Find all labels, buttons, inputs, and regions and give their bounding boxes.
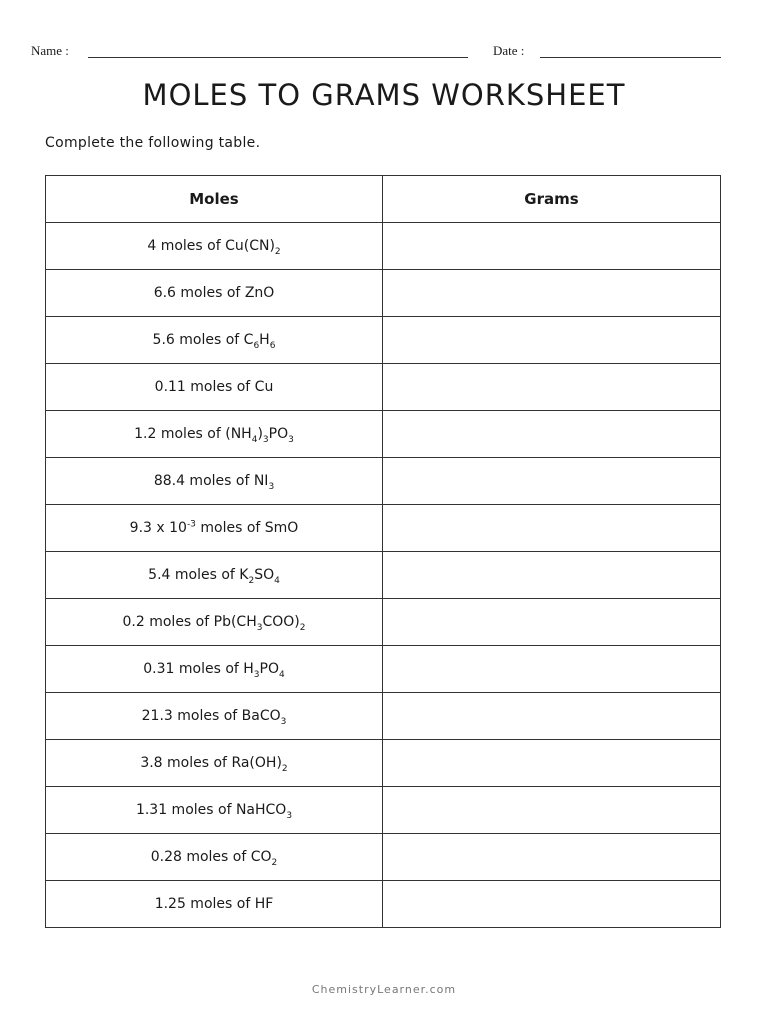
moles-cell (46, 411, 383, 458)
moles-text: PO (259, 661, 279, 677)
date-label: Date : (493, 43, 525, 58)
instructions-text: Complete the following table. (45, 135, 261, 151)
superscript: -3 (186, 519, 196, 530)
moles-cell (46, 505, 383, 552)
grams-answer-cell[interactable] (383, 881, 721, 928)
subscript: 4 (279, 669, 285, 680)
moles-cell (46, 223, 383, 270)
date-field-line[interactable] (540, 57, 721, 58)
moles-cell (46, 599, 383, 646)
moles-cell (46, 693, 383, 740)
table-row (46, 411, 721, 458)
table-row (46, 223, 721, 270)
moles-cell (46, 552, 383, 599)
table-header-row (46, 176, 721, 223)
name-label: Name : (31, 43, 69, 58)
grams-answer-cell[interactable] (383, 223, 721, 270)
moles-text: ) (257, 426, 263, 442)
table-row (46, 740, 721, 787)
table-row (46, 317, 721, 364)
grams-answer-cell[interactable] (383, 693, 721, 740)
table-row (46, 834, 721, 881)
table-row (46, 505, 721, 552)
moles-text: 4 moles of Cu(CN) (147, 238, 275, 254)
table-row (46, 881, 721, 928)
moles-text: COO) (262, 614, 300, 630)
table-row (46, 458, 721, 505)
grams-answer-cell[interactable] (383, 646, 721, 693)
column-header-grams: Grams (383, 176, 721, 223)
grams-answer-cell[interactable] (383, 458, 721, 505)
moles-text: 0.2 moles of Pb(CH (122, 614, 257, 630)
moles-cell (46, 881, 383, 928)
grams-answer-cell[interactable] (383, 787, 721, 834)
grams-answer-cell[interactable] (383, 505, 721, 552)
moles-cell (46, 458, 383, 505)
grams-answer-cell[interactable] (383, 317, 721, 364)
moles-cell (46, 270, 383, 317)
grams-answer-cell[interactable] (383, 270, 721, 317)
moles-text: 3.8 moles of Ra(OH) (140, 755, 282, 771)
moles-text: 5.4 moles of K (148, 567, 249, 583)
subscript: 3 (253, 669, 260, 680)
moles-text: moles of SmO (195, 520, 299, 536)
table-row (46, 364, 721, 411)
table-row (46, 787, 721, 834)
grams-answer-cell[interactable] (383, 552, 721, 599)
moles-cell (46, 740, 383, 787)
subscript: 4 (274, 575, 280, 586)
subscript: 3 (280, 716, 287, 727)
grams-answer-cell[interactable] (383, 411, 721, 458)
table-row (46, 646, 721, 693)
moles-text: PO (268, 426, 289, 442)
subscript: 2 (274, 246, 281, 257)
moles-text: 5.6 moles of C (152, 332, 254, 348)
name-field-line[interactable] (88, 57, 468, 58)
moles-text: 6.6 moles of ZnO (153, 285, 275, 301)
moles-cell (46, 646, 383, 693)
grams-answer-cell[interactable] (383, 740, 721, 787)
grams-answer-cell[interactable] (383, 599, 721, 646)
moles-text: 0.31 moles of H (143, 661, 254, 677)
subscript: 6 (253, 340, 260, 351)
subscript: 3 (288, 434, 294, 445)
table-row (46, 270, 721, 317)
table-row (46, 693, 721, 740)
moles-text: 0.11 moles of Cu (154, 379, 274, 395)
moles-text: 1.31 moles of NaHCO (135, 802, 287, 818)
subscript: 3 (286, 810, 293, 821)
subscript: 2 (299, 622, 306, 633)
moles-text: 21.3 moles of BaCO (141, 708, 281, 724)
moles-text: H (259, 332, 270, 348)
header-row (31, 40, 731, 60)
moles-cell (46, 317, 383, 364)
subscript: 4 (251, 434, 258, 445)
table-row (46, 599, 721, 646)
page-title: MOLES TO GRAMS WORKSHEET (142, 78, 626, 112)
column-header-moles: Moles (46, 176, 383, 223)
grams-answer-cell[interactable] (383, 364, 721, 411)
moles-text: SO (254, 567, 275, 583)
moles-text: 1.2 moles of (NH (134, 426, 252, 442)
moles-cell (46, 834, 383, 881)
moles-text: 88.4 moles of NI (153, 473, 269, 489)
footer-credit: ChemistryLearner.com (311, 983, 457, 996)
subscript: 2 (281, 763, 288, 774)
moles-text: 9.3 x 10 (129, 520, 187, 536)
subscript: 6 (269, 340, 276, 351)
subscript: 2 (248, 575, 255, 586)
moles-cell (46, 364, 383, 411)
moles-grams-table (45, 175, 721, 928)
grams-answer-cell[interactable] (383, 834, 721, 881)
table-row (46, 552, 721, 599)
subscript: 2 (271, 857, 278, 868)
subscript: 3 (268, 481, 275, 492)
moles-text: 0.28 moles of CO (150, 849, 272, 865)
moles-cell (46, 787, 383, 834)
table-body (46, 223, 721, 928)
subscript: 3 (262, 434, 269, 445)
subscript: 3 (256, 622, 263, 633)
moles-text: 1.25 moles of HF (154, 896, 274, 912)
